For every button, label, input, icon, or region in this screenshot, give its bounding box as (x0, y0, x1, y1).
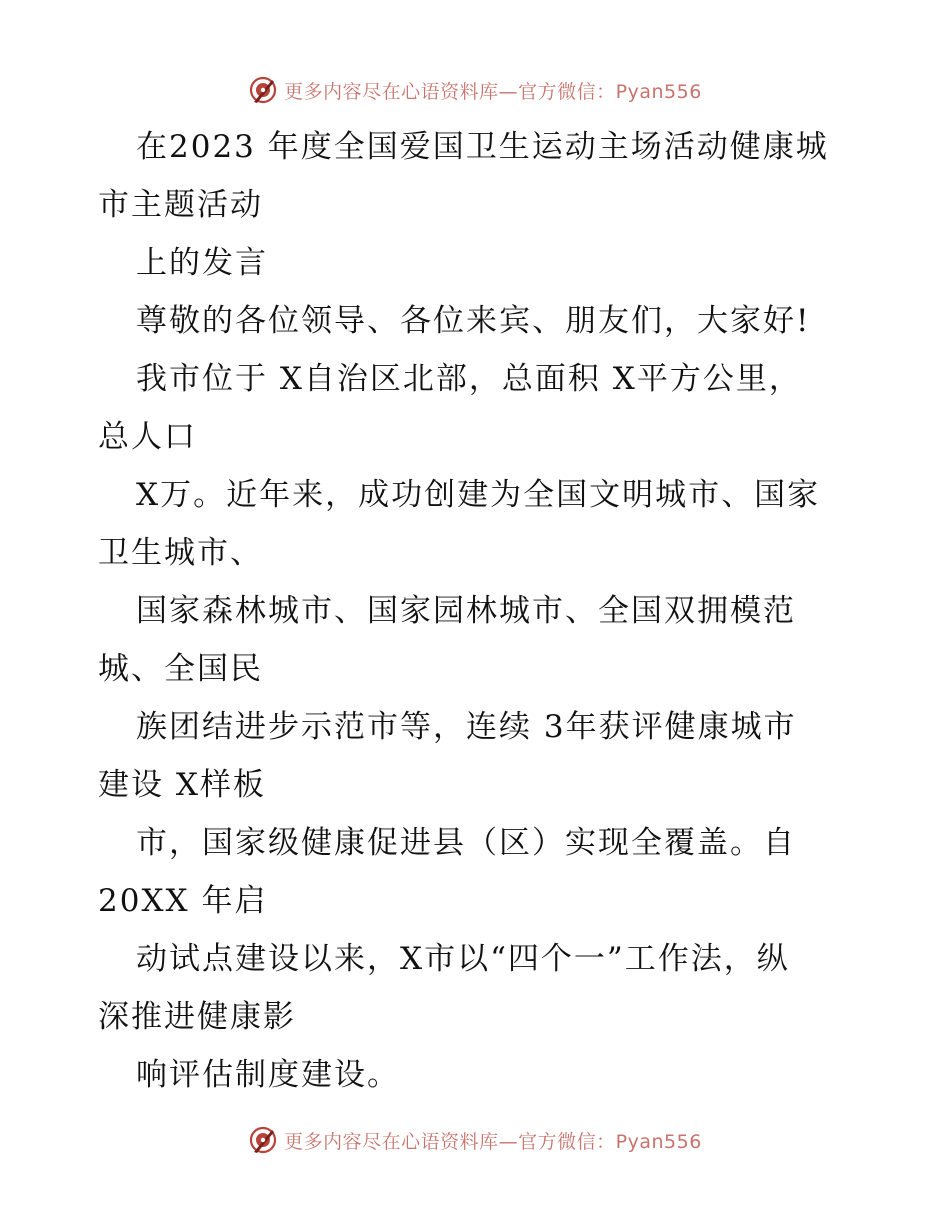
paragraph-line: 响评估制度建设。 (136, 1057, 400, 1093)
paragraph-line: 20XX 年启 (98, 883, 268, 919)
paragraph-line: 建设 X样板 (98, 767, 266, 803)
title-line-2: 市主题活动 (98, 187, 263, 223)
footer-banner (0, 1120, 950, 1160)
paragraph-line: 市，国家级健康促进县（区）实现全覆盖。自 (136, 825, 796, 861)
paragraph-line: 深推进健康影 (98, 999, 296, 1035)
banner-text: 更多内容尽在心语资料库—官方微信：Pyan556 (284, 80, 702, 103)
paragraph-line: X万。近年来，成功创建为全国文明城市、国家 (136, 477, 821, 513)
paragraph-line: 总人口 (98, 419, 197, 455)
title-line-3: 上的发言 (136, 245, 268, 281)
greeting-line: 尊敬的各位领导、各位来宾、朋友们，大家好! (136, 303, 811, 339)
paragraph-line: 动试点建设以来，X市以“四个一”工作法，纵 (136, 941, 790, 977)
banner-text: 更多内容尽在心语资料库—官方微信：Pyan556 (284, 1130, 702, 1153)
quill-pen-logo-icon (248, 75, 278, 105)
paragraph-line: 族团结进步示范市等，连续 3年获评健康城市 (136, 709, 797, 745)
header-banner (0, 70, 950, 110)
paragraph-line: 国家森林城市、国家园林城市、全国双拥模范 (136, 593, 796, 629)
paragraph-line: 城、全国民 (98, 651, 263, 687)
title-line-1: 在2023 年度全国爱国卫生运动主场活动健康城 (136, 129, 829, 165)
document-body (0, 118, 950, 1104)
paragraph-line: 卫生城市、 (98, 535, 263, 571)
paragraph-line: 我市位于 X自治区北部，总面积 X平方公里， (136, 361, 802, 397)
quill-pen-logo-icon (248, 1125, 278, 1155)
